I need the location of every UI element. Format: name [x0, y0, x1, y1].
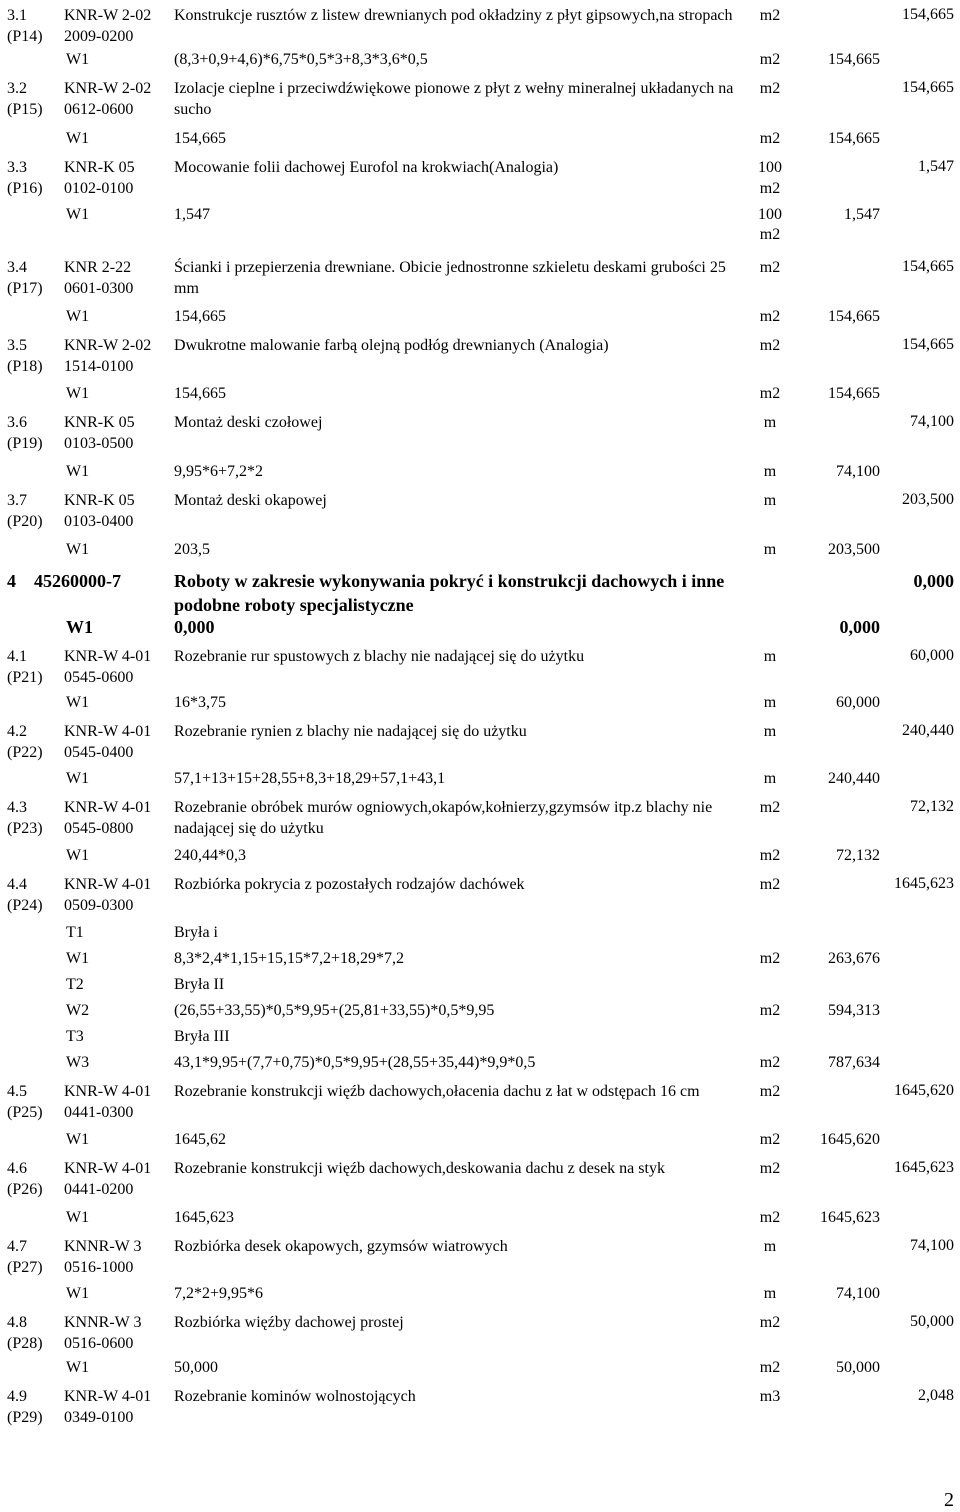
position-unit: m2 [759, 799, 781, 816]
measurement-unit: m2 [759, 130, 781, 147]
measurement-row [0, 998, 960, 1024]
measurement-expression: 8,3*2,4*1,15+15,15*7,2+18,29*7,2 [174, 950, 405, 967]
position-row [0, 73, 960, 126]
measurement-label: T3 [66, 1028, 84, 1045]
measurement-expression: Bryła i [174, 924, 218, 941]
measurement-unit: m2 [759, 51, 781, 68]
catalog-code: KNR-K 05 0102-0100 [64, 159, 135, 197]
measurement-expression: 154,665 [174, 130, 226, 147]
measurement-row [0, 1281, 960, 1307]
measurement-value: 1645,620 [820, 1131, 880, 1148]
position-quantity: 154,665 [902, 258, 954, 275]
measurement-expression: (8,3+0,9+4,6)*6,75*0,5*3+8,3*3,6*0,5 [174, 51, 428, 68]
measurement-expression: 16*3,75 [174, 694, 226, 711]
catalog-code: KNNR-W 3 0516-0600 [64, 1314, 142, 1352]
measurement-value: 60,000 [836, 694, 880, 711]
measurement-label: W1 [66, 770, 90, 787]
position-number: 3.1 (P14) [7, 7, 43, 45]
measurement-unit: m2 [759, 1209, 781, 1226]
measurement-label: T1 [66, 924, 84, 941]
catalog-code: KNNR-W 3 0516-1000 [64, 1238, 142, 1276]
measurement-label: W1 [66, 463, 90, 480]
position-description: Konstrukcje rusztów z listew drewnianych pod okładziny z płyt gipsowych,na stropach [174, 7, 733, 24]
position-unit: m2 [759, 7, 781, 24]
measurement-label: W1 [66, 950, 90, 967]
measurement-unit: m [763, 541, 777, 558]
position-quantity: 1645,623 [894, 1159, 954, 1176]
measurement-label: W1 [66, 847, 90, 864]
measurement-row [0, 1127, 960, 1153]
position-number: 4.1 (P21) [7, 648, 43, 686]
position-description: Rozebranie rynien z blachy nie nadającej się do użytku [174, 723, 527, 740]
measurement-value: 154,665 [828, 308, 880, 325]
position-quantity: 154,665 [902, 336, 954, 353]
position-description: Izolacje cieplne i przeciwdźwiękowe pionowe z płyt z wełny mineralnej układanych na sucho [174, 80, 734, 118]
position-row [0, 1381, 960, 1429]
measurement-value: 154,665 [828, 385, 880, 402]
measurement-label: W1 [66, 385, 90, 402]
measurement-label: W2 [66, 1002, 90, 1019]
position-quantity: 74,100 [910, 1237, 954, 1254]
catalog-code: KNR-W 4-01 0441-0300 [64, 1083, 152, 1121]
position-quantity: 240,440 [902, 722, 954, 739]
measurement-row [0, 1355, 960, 1381]
catalog-code: KNR-W 2-02 0612-0600 [64, 80, 152, 118]
measurement-expression: 1645,623 [174, 1209, 234, 1226]
catalog-code: KNR 2-22 0601-0300 [64, 259, 134, 297]
position-unit: m [763, 492, 777, 509]
measurement-row [0, 202, 960, 252]
measurement-row [0, 126, 960, 152]
measurement-unit: m [763, 1285, 777, 1302]
chapter-cpv-code: 45260000-7 [34, 571, 121, 591]
measurement-expression: 57,1+13+15+28,55+8,3+18,29+57,1+43,1 [174, 770, 446, 787]
position-description: Dwukrotne malowanie farbą olejną podłóg drewnianych (Analogia) [174, 337, 609, 354]
position-number: 3.5 (P18) [7, 337, 43, 375]
position-unit: m [763, 723, 777, 740]
position-row [0, 1231, 960, 1281]
measurement-expression: Bryła II [174, 976, 225, 993]
measurement-value: 74,100 [836, 1285, 880, 1302]
measurement-value: 787,634 [828, 1054, 880, 1071]
measurement-expression: 240,44*0,3 [174, 847, 246, 864]
catalog-code: KNR-W 2-02 2009-0200 [64, 7, 152, 45]
position-row [0, 1307, 960, 1355]
measurement-row [0, 459, 960, 485]
measurement-expression: 154,665 [174, 385, 226, 402]
position-quantity: 1645,623 [894, 875, 954, 892]
measurement-expression: 50,000 [174, 1359, 218, 1376]
position-description: Montaż deski czołowej [174, 414, 323, 431]
measurement-unit: m2 [759, 950, 781, 967]
position-quantity: 72,132 [910, 798, 954, 815]
measurement-expression: 1645,62 [174, 1131, 226, 1148]
position-number: 3.2 (P15) [7, 80, 43, 118]
position-unit: m [763, 414, 777, 431]
position-quantity: 1645,620 [894, 1082, 954, 1099]
position-description: Mocowanie folii dachowej Eurofol na krokwiach(Analogia) [174, 159, 559, 176]
catalog-code: KNR-W 4-01 0545-0600 [64, 648, 152, 686]
catalog-code: KNR-W 2-02 1514-0100 [64, 337, 152, 375]
position-quantity: 154,665 [902, 79, 954, 96]
measurement-row [0, 690, 960, 716]
position-quantity: 60,000 [910, 647, 954, 664]
position-description: Rozebranie konstrukcji więźb dachowych,ołacenia dachu z łat w odstępach 16 cm [174, 1083, 700, 1100]
catalog-code: KNR-W 4-01 0349-0100 [64, 1388, 152, 1426]
measurement-value: 50,000 [836, 1359, 880, 1376]
measurement-label: W1 [66, 1209, 90, 1226]
position-description: Rozebranie rur spustowych z blachy nie nadającej się do użytku [174, 648, 585, 665]
measurement-unit: m2 [759, 308, 781, 325]
catalog-code: KNR-W 4-01 0441-0200 [64, 1160, 152, 1198]
position-row [0, 252, 960, 304]
position-unit: m [763, 1238, 777, 1255]
measurement-row [0, 304, 960, 330]
measurement-row [0, 920, 960, 946]
position-unit: m2 [759, 876, 781, 893]
measurement-expression: 154,665 [174, 308, 226, 325]
measurement-value: 263,676 [828, 950, 880, 967]
position-row [0, 792, 960, 843]
position-description: Rozbiórka desek okapowych, gzymsów wiatrowych [174, 1238, 508, 1255]
catalog-code: KNR-K 05 0103-0500 [64, 414, 135, 452]
measurement-value: 74,100 [836, 463, 880, 480]
measurement-unit: 100 m2 [758, 206, 782, 243]
position-unit: m2 [759, 80, 781, 97]
chapter-row [0, 563, 960, 615]
position-description: Ścianki i przepierzenia drewniane. Obicie jednostronne szkieletu deskami grubości 25 mm [174, 259, 726, 297]
catalog-code: KNR-W 4-01 0545-0800 [64, 799, 152, 837]
position-row [0, 152, 960, 202]
measurement-row [0, 946, 960, 972]
measurement-label: W1 [66, 51, 90, 68]
position-row [0, 0, 960, 47]
position-row [0, 1153, 960, 1205]
measurement-row [0, 766, 960, 792]
position-number: 4.8 (P28) [7, 1314, 43, 1352]
position-unit: m2 [759, 337, 781, 354]
measurement-value: 154,665 [828, 51, 880, 68]
chapter-number: 4 [7, 571, 16, 591]
measurement-row [0, 1205, 960, 1231]
position-number: 4.4 (P24) [7, 876, 43, 914]
measurement-label: W1 [66, 541, 90, 558]
measurement-value: 1,547 [844, 206, 880, 223]
measurement-label: W1 [66, 1359, 90, 1376]
position-number: 4.2 (P22) [7, 723, 43, 761]
position-number: 4.7 (P27) [7, 1238, 43, 1276]
position-number: 4.9 (P29) [7, 1388, 43, 1426]
measurement-row [0, 47, 960, 73]
position-row [0, 330, 960, 381]
measurement-label: W1 [66, 1285, 90, 1302]
measurement-value: 240,440 [828, 770, 880, 787]
chapter-sum-value: 0,000 [839, 617, 880, 637]
catalog-code: KNR-W 4-01 0545-0400 [64, 723, 152, 761]
measurement-unit: m [763, 770, 777, 787]
measurement-expression: 7,2*2+9,95*6 [174, 1285, 264, 1302]
measurement-unit: m2 [759, 1054, 781, 1071]
position-number: 3.3 (P16) [7, 159, 43, 197]
page-number: 2 [944, 1489, 954, 1511]
measurement-value: 72,132 [836, 847, 880, 864]
position-description: Rozbiórka więźby dachowej prostej [174, 1314, 404, 1331]
position-number: 4.5 (P25) [7, 1083, 43, 1121]
measurement-label: W1 [66, 308, 90, 325]
measurement-label: T2 [66, 976, 84, 993]
position-unit: m2 [759, 1160, 781, 1177]
measurement-expression: 9,95*6+7,2*2 [174, 463, 264, 480]
position-quantity: 203,500 [902, 491, 954, 508]
measurement-value: 1645,623 [820, 1209, 880, 1226]
position-description: Rozebranie obróbek murów ogniowych,okapów,kołnierzy,gzymsów itp.z blachy nie nadającej się do użytku [174, 799, 713, 837]
position-description: Rozbiórka pokrycia z pozostałych rodzajów dachówek [174, 876, 525, 893]
measurement-label: W3 [66, 1054, 90, 1071]
measurement-row [0, 537, 960, 563]
measurement-value: 594,313 [828, 1002, 880, 1019]
position-row [0, 869, 960, 920]
position-description: Montaż deski okapowej [174, 492, 327, 509]
position-quantity: 154,665 [902, 6, 954, 23]
measurement-expression: Bryła III [174, 1028, 230, 1045]
position-row [0, 407, 960, 459]
chapter-sum-label: W1 [66, 617, 93, 637]
position-number: 3.7 (P20) [7, 492, 43, 530]
measurement-unit: m2 [759, 1131, 781, 1148]
position-unit: m3 [759, 1388, 781, 1405]
position-unit: m [763, 648, 777, 665]
chapter-quantity: 0,000 [913, 571, 954, 591]
measurement-unit: m2 [759, 385, 781, 402]
position-row [0, 716, 960, 766]
chapter-sum-expression: 0,000 [174, 617, 215, 637]
measurement-label: W1 [66, 130, 90, 147]
position-row [0, 641, 960, 690]
position-number: 4.3 (P23) [7, 799, 43, 837]
position-description: Rozebranie kominów wolnostojących [174, 1388, 416, 1405]
measurement-row [0, 972, 960, 998]
measurement-unit: m2 [759, 847, 781, 864]
position-number: 3.4 (P17) [7, 259, 43, 297]
position-unit: 100 m2 [758, 159, 782, 197]
chapter-title: Roboty w zakresie wykonywania pokryć i konstrukcji dachowych i inne podobne roboty specjalistyczne [174, 571, 725, 615]
position-row [0, 1076, 960, 1127]
measurement-label: W1 [66, 1131, 90, 1148]
measurement-value: 203,500 [828, 541, 880, 558]
position-unit: m2 [759, 259, 781, 276]
measurement-label: W1 [66, 694, 90, 711]
measurement-expression: 203,5 [174, 541, 210, 558]
position-quantity: 74,100 [910, 413, 954, 430]
measurement-unit: m [763, 694, 777, 711]
measurement-unit: m2 [759, 1359, 781, 1376]
catalog-code: KNR-K 05 0103-0400 [64, 492, 135, 530]
position-quantity: 1,547 [918, 158, 954, 175]
chapter-sum-row [0, 611, 960, 641]
position-unit: m2 [759, 1314, 781, 1331]
measurement-row [0, 381, 960, 407]
measurement-row [0, 1024, 960, 1050]
measurement-value: 154,665 [828, 130, 880, 147]
measurement-label: W1 [66, 206, 90, 223]
position-number: 3.6 (P19) [7, 414, 43, 452]
position-description: Rozebranie konstrukcji więźb dachowych,deskowania dachu z desek na styk [174, 1160, 665, 1177]
position-quantity: 50,000 [910, 1313, 954, 1330]
measurement-row [0, 1050, 960, 1076]
measurement-expression: 43,1*9,95+(7,7+0,75)*0,5*9,95+(28,55+35,44)*9,9*0,5 [174, 1054, 536, 1071]
position-quantity: 2,048 [918, 1387, 954, 1404]
measurement-unit: m [763, 463, 777, 480]
measurement-expression: 1,547 [174, 206, 210, 223]
measurement-expression: (26,55+33,55)*0,5*9,95+(25,81+33,55)*0,5*9,95 [174, 1002, 495, 1019]
measurement-row [0, 843, 960, 869]
position-row [0, 485, 960, 537]
position-number: 4.6 (P26) [7, 1160, 43, 1198]
measurement-unit: m2 [759, 1002, 781, 1019]
catalog-code: KNR-W 4-01 0509-0300 [64, 876, 152, 914]
position-unit: m2 [759, 1083, 781, 1100]
